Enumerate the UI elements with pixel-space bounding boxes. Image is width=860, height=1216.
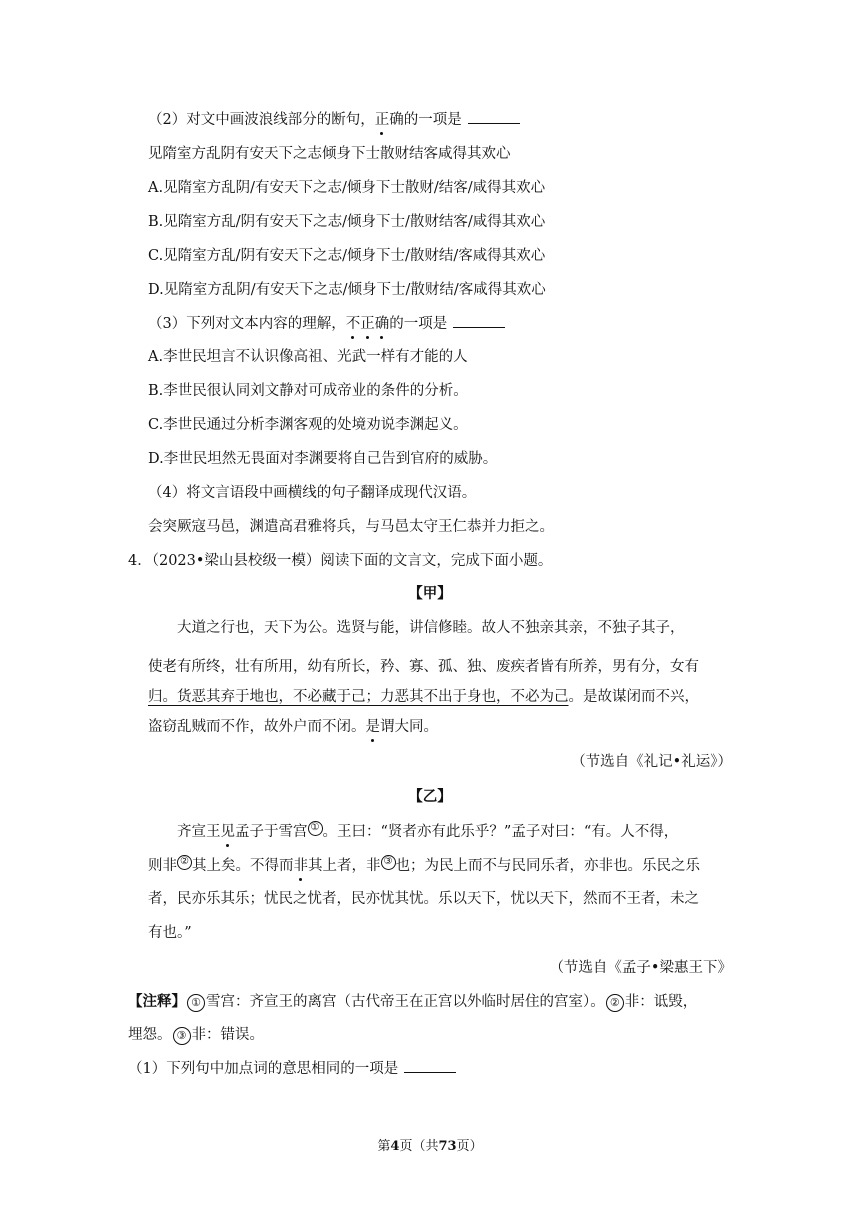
answer-blank [468, 109, 520, 124]
footnote-marker: ① [308, 821, 323, 836]
option-d: D.李世民坦然无畏面对李渊要将自己告到官府的威胁。 [148, 451, 498, 467]
question-4-stem: （4）将文言语段中画横线的句子翻译成现代汉语。 [148, 485, 477, 501]
passage-line: 盗窃乱贼而不作，故外户而不闭。是谓大同。 [148, 719, 438, 735]
passage-line: 归。货恶其弃于地也，不必藏于己；力恶其不出于身也，不必为己。是故谋闭而不兴， [148, 689, 699, 705]
question-3-stem: （3）下列对文本内容的理解，不正确的一项是 [148, 313, 505, 334]
emphasis-dot-char: 确 [374, 316, 390, 332]
source-citation: （节选自《孟子•梁惠王下》 [549, 960, 732, 976]
item-4-heading: 4．（2023•梁山县校级一模）阅读下面的文言文，完成下面小题。 [128, 553, 553, 569]
annotation: 埋怨。 ③ 非：错误。 [128, 1027, 264, 1043]
footnote-marker: ② [177, 855, 192, 870]
footnote-marker: ③ [381, 855, 396, 870]
passage-line: 使老有所终，壮有所用，幼有所长，矜、寡、孤、独、废疾者皆有所养，男有分，女有 [148, 659, 699, 675]
emphasis-dot-char: 不 [345, 316, 361, 332]
emphasis-dot-char: 见 [220, 823, 235, 840]
answer-blank [404, 1058, 456, 1073]
option-d: D.见隋室方乱阴/有安天下之志/倾身下士/散财结/客咸得其欢心 [148, 282, 546, 298]
passage-line: 则非 ② 其上矣。不得而非其上者，非 ③ 也；为民上而不与民同乐者，亦非也。乐民之乐 [148, 856, 700, 874]
option-a: A.见隋室方乱阴/有安天下之志/倾身下士散财/结客/咸得其欢心 [148, 180, 546, 196]
section-title-jia: 【甲】 [408, 585, 452, 602]
annotation: 【注释】 ① 雪宫：齐宣王的离宫（古代帝王在正宫以外临时居住的宫室）。 ② 非：诋毁， [128, 993, 698, 1010]
passage-line: 齐宣王见孟子于雪宫 ① 。王曰：“贤者亦有此乐乎？”孟子对曰：“有。人不得， [177, 822, 679, 840]
answer-blank [453, 313, 505, 328]
footnote-marker: ② [606, 994, 624, 1012]
passage-line: 大道之行也，天下为公。选贤与能，讲信修睦。故人不独亲其亲，不独子其子， [177, 620, 685, 636]
source-sentence: 见隋室方乱阴有安天下之志倾身下士散财结客咸得其欢心 [148, 146, 511, 162]
passage-line: 有也。” [148, 925, 192, 941]
translation-sentence: 会突厥寇马邑，渊遣高君雅将兵，与马邑太守王仁恭并力拒之。 [148, 519, 554, 535]
passage-line: 者，民亦乐其乐；忧民之忧者，民亦忧其忧。乐以天下，忧以天下，然而不王者，未之 [148, 891, 699, 907]
page-total: 73 [438, 1139, 457, 1154]
emphasis-dot-char: 是 [365, 719, 380, 735]
footnote-marker: ③ [173, 1027, 191, 1045]
jia-passage [148, 612, 732, 644]
emphasis-dot-char: 正 [360, 316, 375, 332]
emphasis-dot-char: 正 [374, 112, 390, 128]
emphasis-dot-char: 非 [293, 857, 308, 874]
page-number: 4 [390, 1139, 400, 1154]
footnote-marker: ① [187, 994, 205, 1012]
option-c: C.李世民通过分析李渊客观的处境劝说李渊起义。 [148, 417, 468, 433]
source-citation: （节选自《礼记•礼运》） [571, 754, 732, 770]
option-a: A.李世民坦言不认识像高祖、光武一样有才能的人 [148, 349, 468, 365]
page-footer: 第4页（共73页） [377, 1139, 483, 1154]
section-title-yi: 【乙】 [408, 788, 452, 805]
subquestion-1-stem: （1）下列句中加点词的意思相同的一项是 [128, 1058, 456, 1079]
option-c: C.见隋室方乱/阴有安天下之志/倾身下士/散财结/客咸得其欢心 [148, 248, 546, 264]
underlined-sentence: 归。货恶其弃于地也，不必藏于己；力恶其不出于身也，不必为己 [148, 689, 569, 705]
option-b: B.李世民很认同刘文静对可成帝业的条件的分析。 [148, 383, 468, 399]
option-b: B.见隋室方乱/阴有安天下之志/倾身下士/散财结客/咸得其欢心 [148, 214, 546, 230]
question-2-stem: （2）对文中画波浪线部分的断句，正确的一项是 [148, 109, 520, 130]
